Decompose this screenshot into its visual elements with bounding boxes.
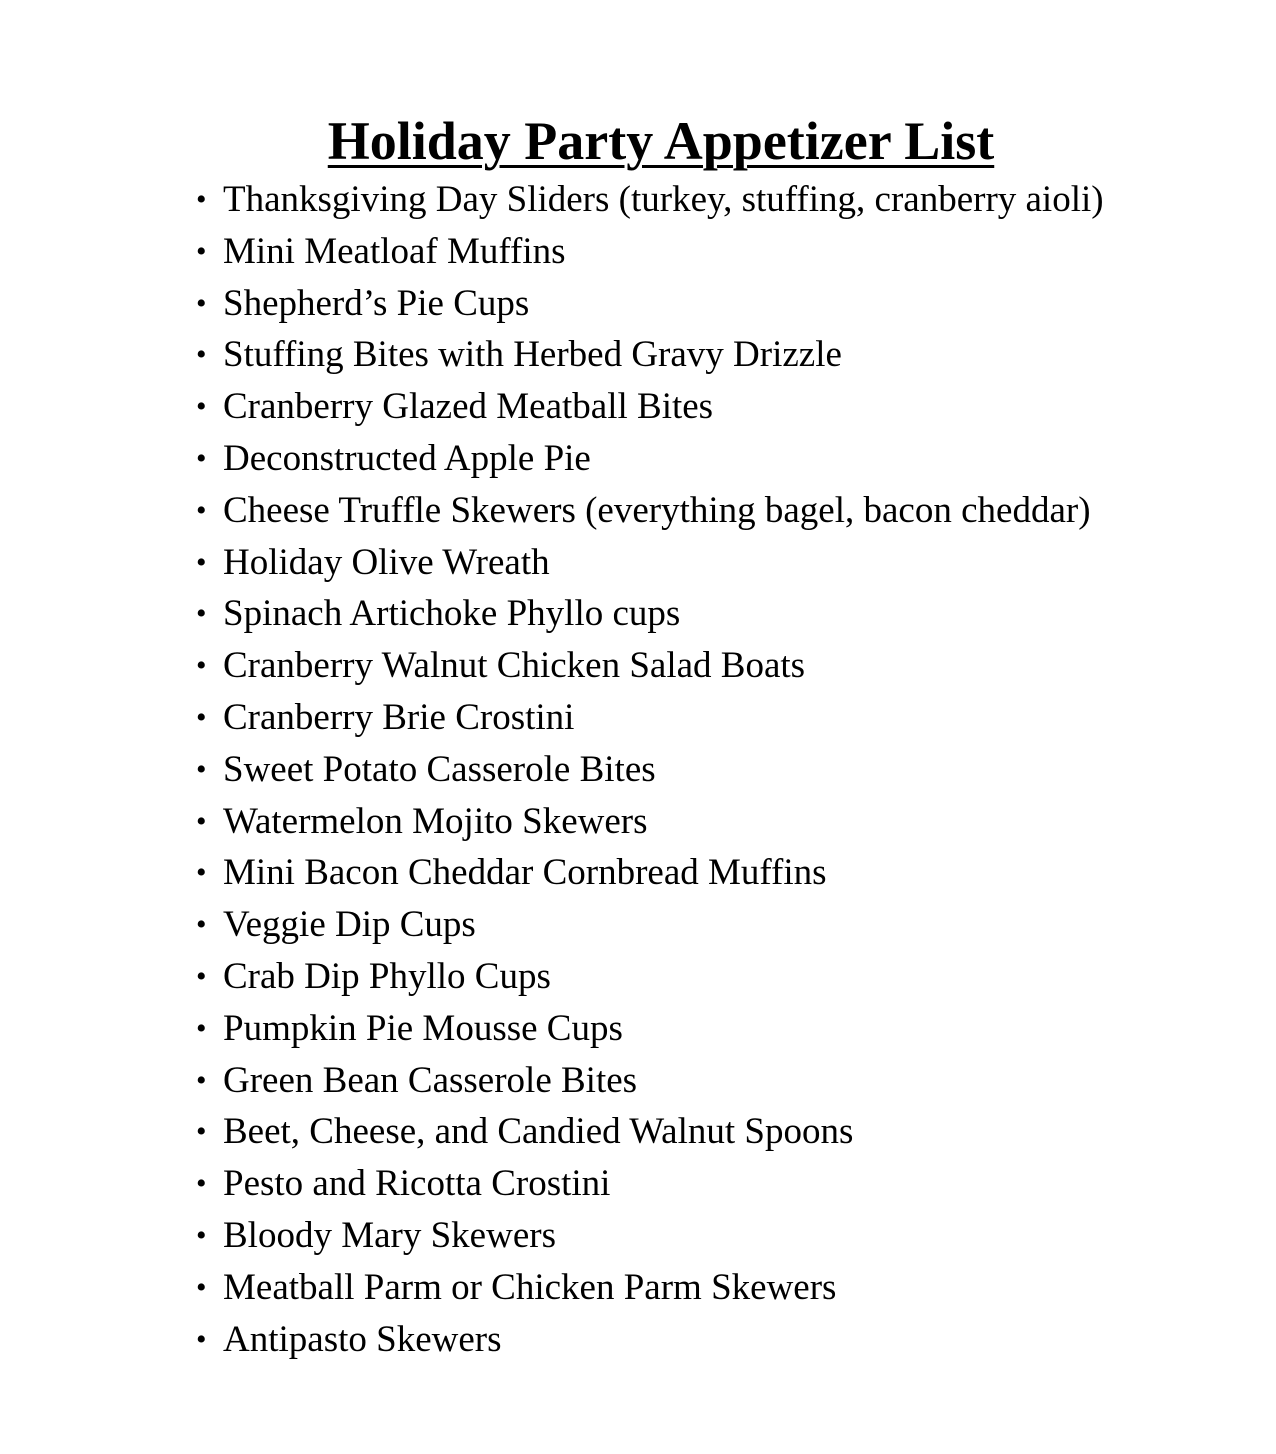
list-item bbox=[196, 1106, 1104, 1158]
list-item bbox=[196, 485, 1104, 537]
bullet-icon: • bbox=[196, 286, 207, 320]
list-item-text: Antipasto Skewers bbox=[223, 1318, 502, 1360]
bullet-icon: • bbox=[196, 700, 207, 734]
bullet-icon: • bbox=[196, 1218, 207, 1252]
list-item-text: Bloody Mary Skewers bbox=[223, 1214, 556, 1256]
list-item-text: Green Bean Casserole Bites bbox=[223, 1059, 638, 1101]
list-item bbox=[196, 1055, 1104, 1107]
list-item-text: Veggie Dip Cups bbox=[223, 904, 476, 946]
list-item bbox=[196, 1210, 1104, 1262]
list-item bbox=[196, 796, 1104, 848]
list-item-text: Mini Meatloaf Muffins bbox=[223, 230, 566, 272]
bullet-icon: • bbox=[196, 390, 207, 424]
list-item-text: Beet, Cheese, and Candied Walnut Spoons bbox=[223, 1111, 854, 1153]
bullet-icon: • bbox=[196, 493, 207, 527]
list-item bbox=[196, 433, 1104, 485]
bullet-icon: • bbox=[196, 908, 207, 942]
bullet-icon: • bbox=[196, 545, 207, 579]
list-item bbox=[196, 1262, 1104, 1314]
list-item bbox=[196, 847, 1104, 899]
list-item bbox=[196, 640, 1104, 692]
list-item-text: Pumpkin Pie Mousse Cups bbox=[223, 1007, 623, 1049]
bullet-icon: • bbox=[196, 752, 207, 786]
list-item bbox=[196, 329, 1104, 381]
list-item bbox=[196, 1003, 1104, 1055]
document-title: Holiday Party Appetizer List bbox=[327, 111, 995, 171]
list-item-text: Thanksgiving Day Sliders (turkey, stuffing, cranberry aioli) bbox=[223, 179, 1104, 220]
list-item-text: Spinach Artichoke Phyllo cups bbox=[223, 593, 681, 635]
list-item-text: Cheese Truffle Skewers (everything bagel, bacon cheddar) bbox=[223, 489, 1091, 531]
list-item bbox=[196, 744, 1104, 796]
list-item-text: Stuffing Bites with Herbed Gravy Drizzle bbox=[223, 334, 842, 376]
bullet-icon: • bbox=[196, 1063, 207, 1097]
bullet-icon: • bbox=[196, 856, 207, 890]
bullet-icon: • bbox=[196, 1167, 207, 1201]
list-item-text: Cranberry Brie Crostini bbox=[223, 696, 575, 738]
list-item bbox=[196, 951, 1104, 1003]
appetizer-list bbox=[196, 174, 1104, 1365]
list-item-text: Meatball Parm or Chicken Parm Skewers bbox=[223, 1266, 837, 1308]
bullet-icon: • bbox=[196, 183, 207, 216]
bullet-icon: • bbox=[196, 1322, 207, 1356]
bullet-icon: • bbox=[196, 597, 207, 631]
bullet-icon: • bbox=[196, 1011, 207, 1045]
list-item bbox=[196, 1158, 1104, 1210]
list-item-text: Cranberry Glazed Meatball Bites bbox=[223, 386, 714, 428]
list-item-text: Watermelon Mojito Skewers bbox=[223, 800, 648, 842]
list-item-text: Deconstructed Apple Pie bbox=[223, 437, 591, 479]
list-item bbox=[196, 537, 1104, 589]
bullet-icon: • bbox=[196, 804, 207, 838]
bullet-icon: • bbox=[196, 338, 207, 372]
list-item bbox=[196, 1314, 1104, 1366]
bullet-icon: • bbox=[196, 1270, 207, 1304]
list-item bbox=[196, 899, 1104, 951]
bullet-icon: • bbox=[196, 959, 207, 993]
list-item bbox=[196, 692, 1104, 744]
bullet-icon: • bbox=[196, 1115, 207, 1149]
bullet-icon: • bbox=[196, 649, 207, 683]
list-item-text: Holiday Olive Wreath bbox=[223, 541, 550, 583]
list-item-text: Crab Dip Phyllo Cups bbox=[223, 955, 551, 997]
bullet-icon: • bbox=[196, 234, 207, 268]
list-item bbox=[196, 226, 1104, 278]
list-item-text: Sweet Potato Casserole Bites bbox=[223, 748, 656, 790]
bullet-icon: • bbox=[196, 441, 207, 475]
list-item bbox=[196, 588, 1104, 640]
list-item-text: Shepherd’s Pie Cups bbox=[223, 282, 530, 324]
list-item-text: Pesto and Ricotta Crostini bbox=[223, 1163, 611, 1205]
list-item bbox=[196, 278, 1104, 330]
list-item bbox=[196, 381, 1104, 433]
list-item-text: Cranberry Walnut Chicken Salad Boats bbox=[223, 645, 806, 687]
list-item bbox=[196, 174, 1104, 226]
list-item-text: Mini Bacon Cheddar Cornbread Muffins bbox=[223, 852, 827, 894]
